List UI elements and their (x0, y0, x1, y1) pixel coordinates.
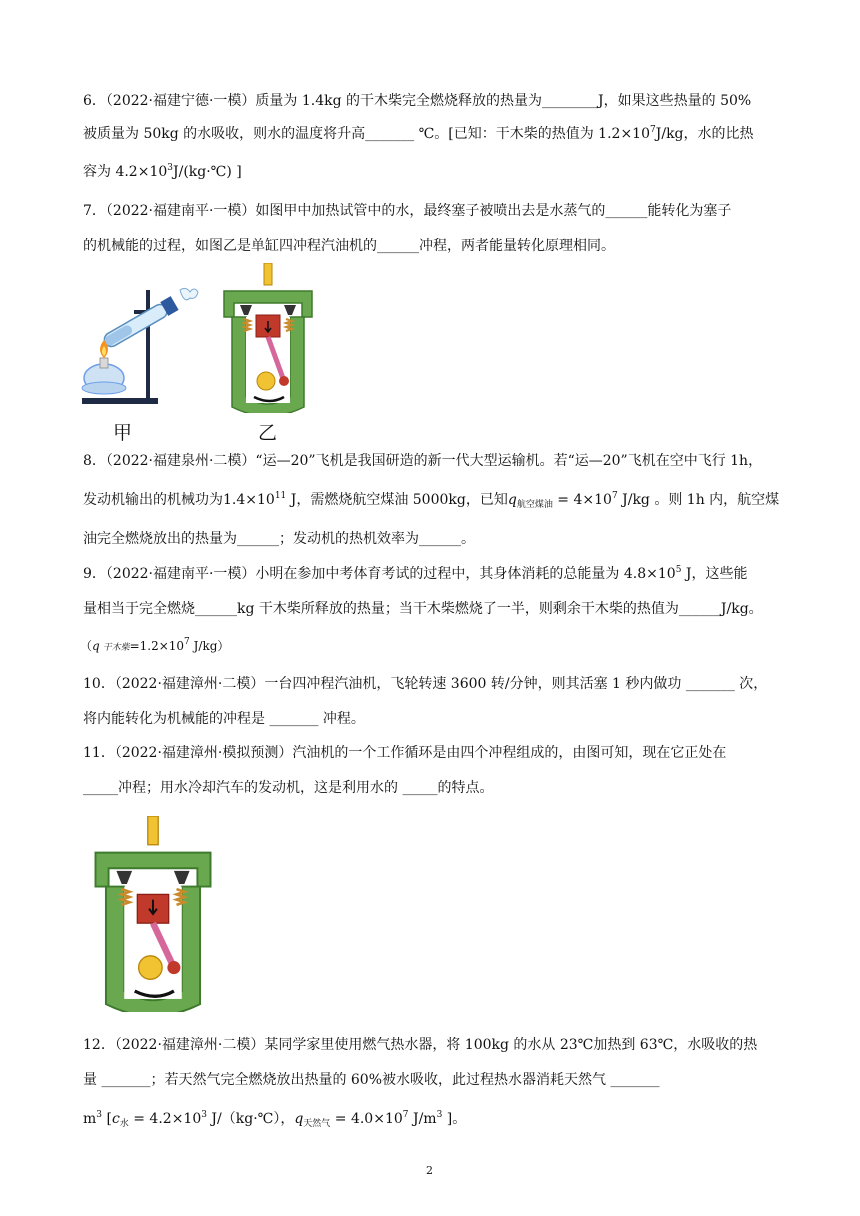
q11-line-2: _____冲程；用水冷却汽车的发动机，这是利用水的 _____的特点。 (83, 780, 494, 796)
q6-line-2-tail: J/kg，水的比热 (655, 126, 754, 142)
q12-l3e: = 4.0×10 (330, 1111, 403, 1127)
intake-valve (240, 305, 252, 315)
intake-valve (116, 871, 132, 884)
q6-line-3-tail: J/(kg·℃) ] (173, 164, 242, 180)
q8-line-3: 油完全燃烧放出的热量为______；发动机的热机效率为______。 (83, 531, 475, 547)
q12-l3d: J/（kg·℃）， (206, 1111, 295, 1127)
q12-line-1: 12．（2022·福建漳州·二模）某同学家里使用燃气热水器，将 100kg 的水从 23℃加热到 63℃，水吸收的热 (83, 1037, 758, 1053)
q9-exp: 5 (675, 565, 682, 575)
q6-exp: 7 (650, 125, 656, 135)
page-number: 2 (426, 1164, 433, 1177)
q6-line-2 (83, 124, 754, 144)
q12-c-symbol: c (111, 1111, 120, 1127)
exhaust-valve (174, 871, 190, 884)
q9-l3-open: （ (80, 639, 93, 653)
q12-exp-c: 3 (201, 1110, 207, 1120)
q9-line-3 (80, 636, 229, 658)
q12-l3f: J/m (408, 1111, 437, 1127)
crankshaft (257, 372, 275, 390)
q8-l2d: J/kg 。则 1h 内，航空煤 (617, 492, 780, 508)
q9-q-symbol: q (92, 639, 100, 653)
cylinder-head (96, 853, 211, 887)
q6-line-3 (83, 162, 242, 182)
q8-l2c: = 4×10 (552, 492, 612, 508)
caption-yi: 乙 (258, 422, 278, 444)
exhaust-valve (284, 305, 296, 315)
q9-l3-eq: =1.2×10 (129, 639, 185, 653)
q9-q-sub: 干木柴 (99, 643, 130, 653)
q7-line-2: 的机械能的过程，如图乙是单缸四冲程汽油机的______冲程，两者能量转化原理相同。 (83, 238, 615, 254)
q9-l1-text: 9．（2022·福建南平·一模）小明在参加中考体育考试的过程中，其身体消耗的总能量为 4.8×10 (83, 566, 676, 582)
q8-q-sub: 航空煤油 (516, 500, 553, 510)
q12-exp-e: 7 (402, 1110, 409, 1120)
spark-plug (264, 263, 272, 285)
q6-line-2-text: 被质量为 50kg 的水吸收，则水的温度将升高_______ ℃。[已知：干木柴的热值为 1.2×10 (83, 126, 650, 142)
q11-line-1: 11．（2022·福建漳州·模拟预测）汽油机的一个工作循环是由四个冲程组成的，由图可知，现在它正处在 (83, 745, 727, 761)
q9-line-1 (83, 564, 748, 584)
q12-l3c: = 4.2×10 (128, 1111, 202, 1127)
q12-c-sub: 水 (119, 1119, 129, 1129)
q12-line-3 (83, 1109, 466, 1129)
q8-exp-a: 11 (274, 491, 287, 501)
q10-line-1: 10．（2022·福建漳州·二模）一台四冲程汽油机，飞轮转速 3600 转/分钟，则其活塞 1 秒内做功 _______ 次， (83, 676, 768, 692)
q8-line-1: 8．（2022·福建泉州·二模）“运—20”飞机是我国研造的新一代大型运输机。若“运—20”飞机在空中飞行 1h， (83, 453, 763, 469)
caption-jia: 甲 (113, 422, 133, 444)
q12-exp-a: 3 (96, 1110, 103, 1120)
q9-l1-tail: J，这些能 (681, 566, 748, 582)
q12-q-sub: 天然气 (303, 1119, 331, 1129)
q6-line-1: 6．（2022·福建宁德·一模）质量为 1.4kg 的干木柴完全燃烧释放的热量为________J，如果这些热量的 50% (83, 93, 752, 109)
q6-exp-2: 3 (167, 163, 173, 173)
spark-plug (148, 816, 158, 845)
q8-l2b: J，需燃烧航空煤油 5000kg，已知 (286, 492, 508, 508)
q8-line-2 (83, 490, 779, 510)
q12-l3a: m (83, 1111, 97, 1127)
engine-figure-small (222, 263, 314, 413)
steam (180, 288, 198, 299)
q12-exp-f: 3 (436, 1110, 443, 1120)
q9-line-2: 量相当于完全燃烧______kg 干木柴所释放的热量；当干木柴燃烧了一半，则剩余干木柴的热值为______J/kg。 (83, 601, 763, 617)
cylinder-head (224, 291, 312, 317)
q9-l3-tail: J/kg） (189, 639, 230, 653)
stand-rod (146, 290, 150, 400)
q8-l2a: 发动机输出的机械功为1.4×10 (83, 492, 275, 508)
q10-line-2: 将内能转化为机械能的冲程是 _______ 冲程。 (83, 711, 365, 727)
q9-exp-2: 7 (184, 637, 190, 647)
q12-l3b: [ (102, 1111, 112, 1127)
q12-q-symbol: q (294, 1111, 304, 1127)
q12-line-2: 量 _______；若天然气完全燃烧放出热量的 60%被水吸收，此过程热水器消耗天然气 _______ (83, 1072, 660, 1088)
engine-figure-large (92, 816, 214, 1012)
q8-q-symbol: q (507, 492, 517, 508)
crankshaft (139, 956, 163, 980)
q7-line-1: 7．（2022·福建南平·一模）如图甲中加热试管中的水，最终塞子被喷出去是水蒸气的______能转化为塞子 (83, 203, 732, 219)
q8-exp-c: 7 (611, 491, 618, 501)
test-tube-heating-figure (80, 278, 200, 406)
test-tube (101, 296, 178, 350)
q12-l3g: ]。 (442, 1111, 467, 1127)
q6-line-3-text: 容为 4.2×10 (83, 164, 168, 180)
